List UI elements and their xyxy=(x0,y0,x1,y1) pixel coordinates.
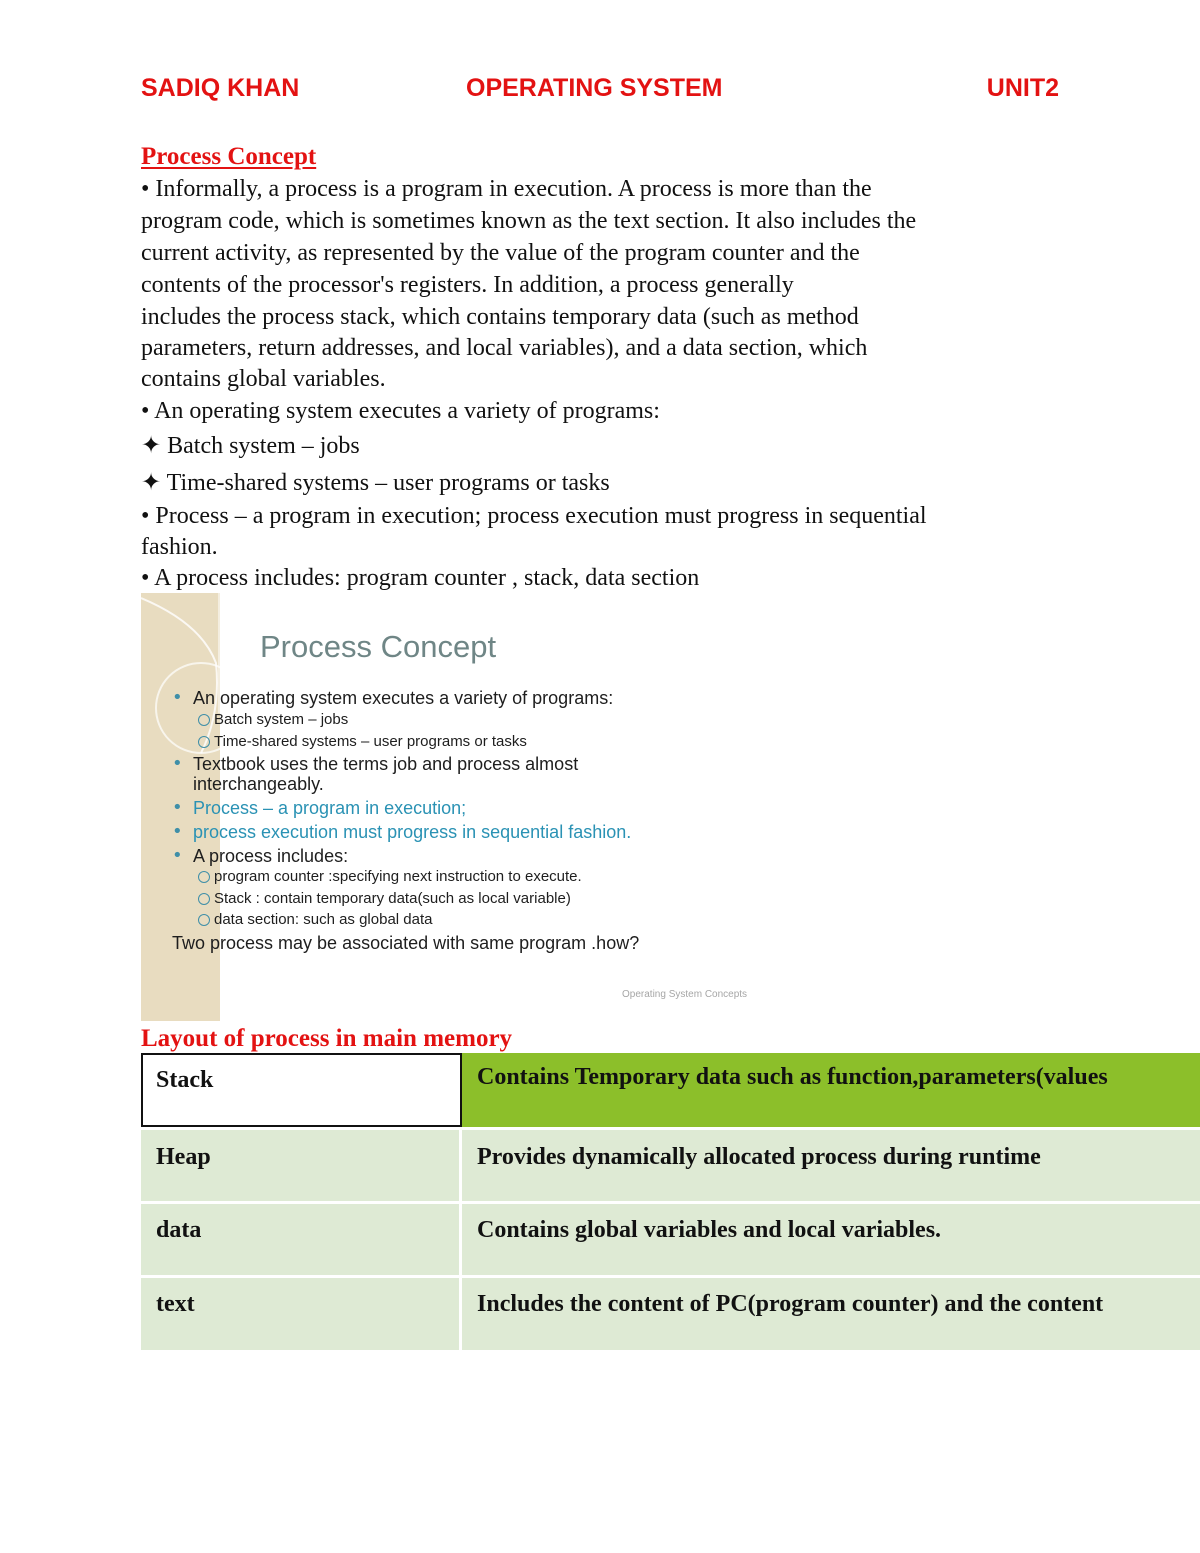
slide-footer: Operating System Concepts xyxy=(622,989,748,1000)
paragraph-line: • Process – a program in execution; process execution must progress in sequential xyxy=(141,503,927,529)
table-cell xyxy=(141,1130,459,1201)
section-title-memory-layout: Layout of process in main memory xyxy=(141,1025,513,1052)
slide-subitem: data section: such as global data xyxy=(214,911,433,928)
table-cell xyxy=(141,1278,459,1350)
bullet-icon: • xyxy=(172,687,183,708)
table-cell xyxy=(462,1130,1200,1201)
bullet-icon: • xyxy=(172,797,183,818)
slide-item-highlight: process execution must progress in sequential fashion. xyxy=(193,822,632,842)
section-title-process-concept: Process Concept xyxy=(141,143,317,170)
page-header xyxy=(141,74,1061,108)
slide-title: Process Concept xyxy=(260,629,497,664)
paragraph-line: • A process includes: program counter , stack, data section xyxy=(141,565,700,591)
memory-layout-table xyxy=(141,1053,1200,1353)
segment-name: text xyxy=(156,1291,195,1317)
paragraph-line: • An operating system executes a variety of programs: xyxy=(141,398,660,424)
bullet-icon: • xyxy=(172,845,183,866)
table-row xyxy=(141,1204,1200,1275)
header-unit: UNIT2 xyxy=(986,74,1059,102)
table-cell xyxy=(141,1053,462,1127)
segment-name: Heap xyxy=(156,1144,211,1170)
slide-item: A process includes: xyxy=(193,846,349,866)
table-row xyxy=(141,1278,1200,1350)
ring-bullet-icon xyxy=(198,914,210,926)
table-cell xyxy=(462,1204,1200,1275)
paragraph-line: includes the process stack, which contains temporary data (such as method xyxy=(141,304,859,330)
ring-bullet-icon xyxy=(198,893,210,905)
segment-description: Includes the content of PC(program counter) and the content xyxy=(477,1291,1104,1317)
slide-item: interchangeably. xyxy=(193,774,324,794)
ring-bullet-icon xyxy=(198,871,210,883)
table-row xyxy=(141,1053,1200,1127)
table-cell xyxy=(462,1278,1200,1350)
header-subject: OPERATING SYSTEM xyxy=(466,74,723,102)
slide-item: Textbook uses the terms job and process almost xyxy=(193,754,579,774)
process-concept-slide xyxy=(141,593,800,1021)
paragraph-line: program code, which is sometimes known as the text section. It also includes the xyxy=(141,208,917,234)
table-row xyxy=(141,1130,1200,1201)
segment-description: Contains Temporary data such as function,parameters(values xyxy=(477,1064,1108,1090)
ring-bullet-icon xyxy=(198,736,210,748)
paragraph-line: contents of the processor's registers. In addition, a process generally xyxy=(141,272,794,298)
slide-subitem: Time-shared systems – user programs or tasks xyxy=(214,733,527,750)
segment-description: Provides dynamically allocated process during runtime xyxy=(477,1144,1041,1170)
paragraph-line: parameters, return addresses, and local variables), and a data section, which xyxy=(141,335,868,361)
segment-description: Contains global variables and local variables. xyxy=(477,1217,942,1243)
segment-name: data xyxy=(156,1217,202,1243)
paragraph-line: ✦ Time-shared systems – user programs or tasks xyxy=(141,470,610,496)
slide-subitem: program counter :specifying next instruction to execute. xyxy=(214,868,582,885)
paragraph-line: fashion. xyxy=(141,534,218,560)
table-cell xyxy=(462,1053,1200,1127)
header-author: SADIQ KHAN xyxy=(141,74,300,102)
slide-item-highlight: Process – a program in execution; xyxy=(193,798,467,818)
bullet-icon: • xyxy=(172,821,183,842)
slide-item: An operating system executes a variety of programs: xyxy=(193,688,614,708)
paragraph-line: • Informally, a process is a program in execution. A process is more than the xyxy=(141,176,872,202)
bullet-icon: • xyxy=(172,753,183,774)
slide-subitem: Batch system – jobs xyxy=(214,711,349,728)
paragraph-line: current activity, as represented by the value of the program counter and the xyxy=(141,240,860,266)
ring-bullet-icon xyxy=(198,714,210,726)
slide-question: Two process may be associated with same program .how? xyxy=(172,933,640,953)
slide-subitem: Stack : contain temporary data(such as local variable) xyxy=(214,890,571,907)
segment-name: Stack xyxy=(156,1067,214,1093)
paragraph-line: contains global variables. xyxy=(141,366,386,392)
paragraph-line: ✦ Batch system – jobs xyxy=(141,433,360,459)
table-cell xyxy=(141,1204,459,1275)
